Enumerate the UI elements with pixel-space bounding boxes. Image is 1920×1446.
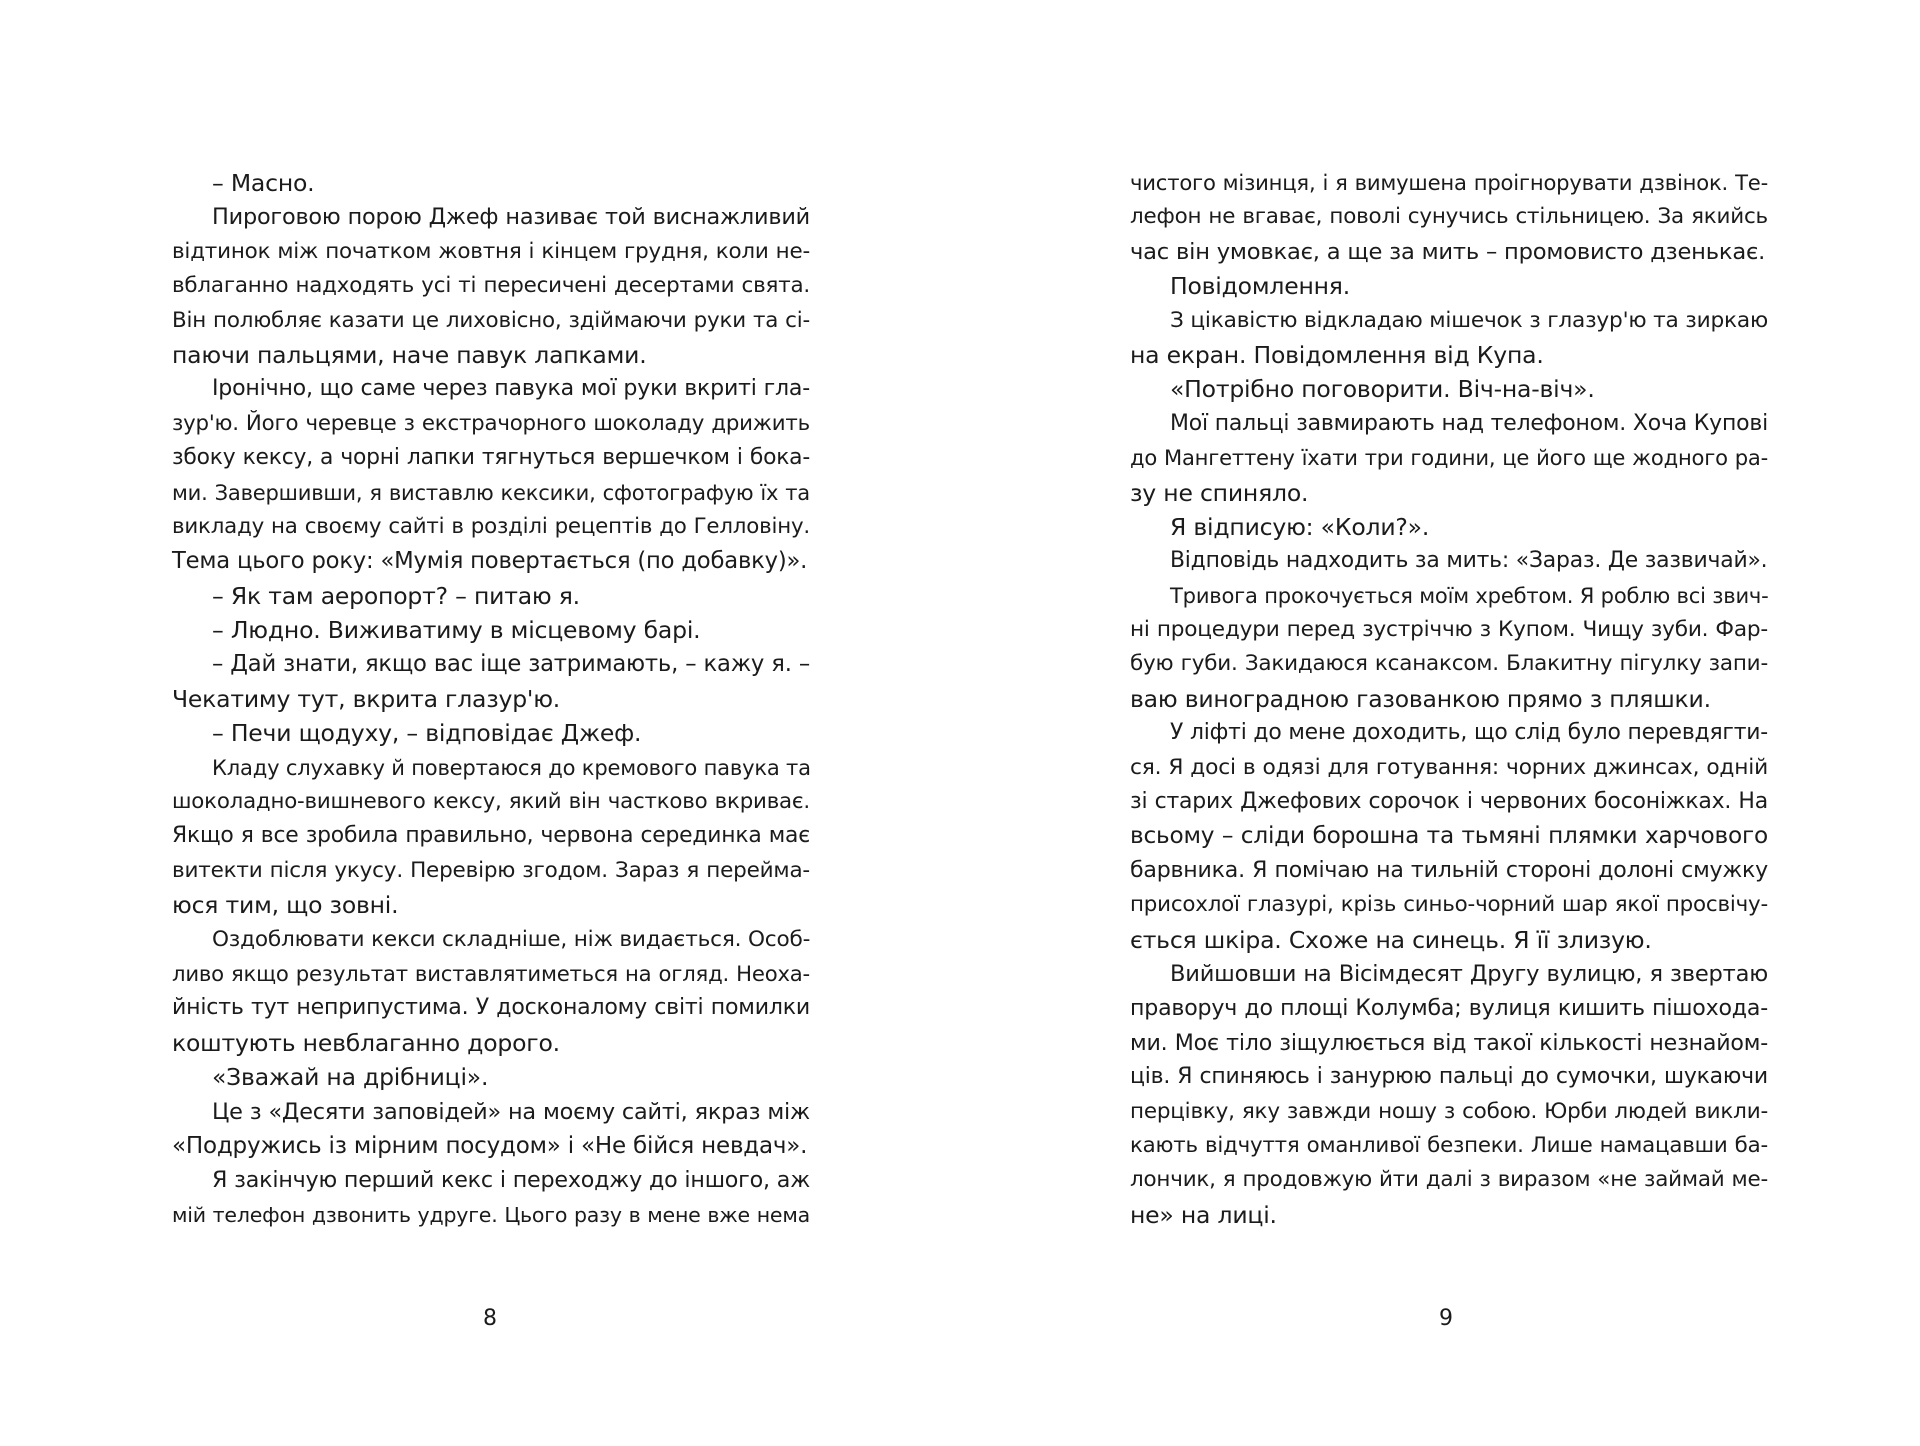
text-line: «Зважай на дрібниці». bbox=[212, 1063, 489, 1092]
text-line: – Дай знати, якщо вас іще затримають, – кажу я. – bbox=[212, 651, 810, 678]
text-line: Повідомлення. bbox=[1170, 272, 1350, 301]
text-line: відтинок між початком жовтня і кінцем грудня, коли не- bbox=[172, 238, 810, 264]
text-line: шоколадно-вишневого кексу, який він частково вкриває. bbox=[172, 789, 810, 815]
text-line: – Людно. Виживатиму в місцевому барі. bbox=[212, 616, 701, 645]
text-line: бую губи. Закидаюся ксанаксом. Блакитну пігулку запи- bbox=[1130, 651, 1768, 677]
text-line: зі старих Джефових сорочок і червоних босоніжках. На bbox=[1130, 789, 1768, 815]
text-line: зу не спиняло. bbox=[1130, 478, 1309, 507]
text-line: збоку кексу, а чорні лапки тягнуться вершечком і бока- bbox=[172, 445, 810, 471]
text-line: перцівку, яку завжди ношу з собою. Юрби людей викли- bbox=[1130, 1098, 1768, 1124]
text-line: ців. Я спиняюсь і занурюю пальці до сумочки, шукаючи bbox=[1130, 1064, 1768, 1090]
text-line: Мої пальці завмирають над телефоном. Хоча Купові bbox=[1170, 410, 1768, 436]
text-line: Я закінчую перший кекс і переходжу до іншого, аж bbox=[212, 1167, 810, 1194]
text-line: ється шкіра. Схоже на синець. Я її злизую. bbox=[1130, 925, 1652, 954]
text-line: час він умовкає, а ще за мить – промовисто дзенькає. bbox=[1130, 238, 1766, 265]
text-line: ми. Завершивши, я виставлю кексики, сфотографую їх та bbox=[172, 479, 810, 505]
text-line: «Подружись із мірним посудом» і «Не бійся невдач». bbox=[172, 1132, 808, 1159]
right-page-text bbox=[1130, 166, 1768, 1232]
right-page bbox=[960, 0, 1920, 1446]
text-line: зур'ю. Його черевце з екстрачорного шоколаду дрижить bbox=[172, 410, 810, 436]
text-line: У ліфті до мене доходить, що слід було перевдягти- bbox=[1170, 720, 1768, 746]
text-line: Тривога прокочується моїм хребтом. Я роблю всі звич- bbox=[1170, 582, 1769, 608]
text-line: паючи пальцями, наче павук лапками. bbox=[172, 340, 647, 369]
text-line: лончик, я продовжую йти далі з виразом «не займай ме- bbox=[1130, 1167, 1768, 1193]
text-line: Пироговою порою Джеф називає той виснажливий bbox=[212, 204, 810, 231]
text-line: йність тут неприпустима. У досконалому світі помилки bbox=[172, 995, 810, 1021]
text-line: витекти після укусу. Перевірю згодом. Зараз я перейма- bbox=[172, 857, 810, 883]
page-number: 9 bbox=[1439, 1306, 1453, 1331]
text-line: на екран. Повідомлення від Купа. bbox=[1130, 340, 1544, 369]
text-line: лефон не вгаває, поволі сунучись стільницею. За якийсь bbox=[1130, 204, 1768, 230]
text-line: ливо якщо результат виставлятиметься на огляд. Неоха- bbox=[172, 960, 810, 986]
text-line: кають відчуття оманливої безпеки. Лише намацавши ба- bbox=[1130, 1132, 1768, 1158]
left-page-text bbox=[172, 166, 810, 1232]
text-line: Кладу слухавку й повертаюся до кремового павука та bbox=[212, 754, 811, 780]
text-line: праворуч до площі Колумба; вулиця кишить пішохода- bbox=[1130, 995, 1768, 1022]
text-line: – Масно. bbox=[212, 169, 315, 197]
text-line: ваю виноградною газованкою прямо з пляшки. bbox=[1130, 684, 1711, 713]
text-line: «Потрібно поговорити. Віч-на-віч». bbox=[1170, 375, 1595, 404]
text-line: присохлої глазурі, крізь синьо-чорний шар якої просвічу- bbox=[1130, 892, 1768, 918]
text-line: Він полюбляє казати це лиховісно, здіймаючи руки та сі- bbox=[172, 307, 810, 333]
text-line: вблаганно надходять усі ті пересичені десертами свята. bbox=[172, 273, 810, 299]
text-line: Оздоблювати кекси складніше, ніж видається. Особ- bbox=[212, 926, 811, 952]
text-line: всьому – сліди борошна та тьмяні плямки харчового bbox=[1130, 822, 1768, 850]
text-line: коштують невблаганно дорого. bbox=[172, 1028, 560, 1057]
text-line: З цікавістю відкладаю мішечок з глазур'ю та зиркаю bbox=[1170, 307, 1768, 333]
text-line: барвника. Я помічаю на тильній стороні долоні смужку bbox=[1130, 857, 1768, 883]
text-line: Вийшовши на Вісімдесят Другу вулицю, я звертаю bbox=[1170, 960, 1768, 987]
text-line: Якщо я все зробила правильно, червона серединка має bbox=[172, 823, 810, 849]
text-line: не» на лиці. bbox=[1130, 1200, 1277, 1229]
text-line: чистого мізинця, і я вимушена проігнорувати дзвінок. Те- bbox=[1130, 170, 1768, 195]
text-line: – Печи щодуху, – відповідає Джеф. bbox=[212, 719, 642, 748]
text-line: Це з «Десяти заповідей» на моєму сайті, якраз між bbox=[212, 1098, 810, 1125]
text-line: мій телефон дзвонить удруге. Цього разу в мене вже нема bbox=[172, 1202, 810, 1227]
text-line: Тема цього року: «Мумія повертається (по добавку)». bbox=[172, 548, 808, 575]
text-line: юся тим, що зовні. bbox=[172, 891, 399, 920]
text-line: ся. Я досі в одязі для готування: чорних джинсах, одній bbox=[1130, 754, 1768, 780]
text-line: – Як там аеропорт? – питаю я. bbox=[212, 581, 580, 610]
text-line: ми. Моє тіло зіщулюється від такої кількості незнайом- bbox=[1130, 1029, 1768, 1056]
text-line: до Мангеттену їхати три години, це його ще жодного ра- bbox=[1130, 445, 1768, 471]
text-line: Я відписую: «Коли?». bbox=[1170, 512, 1430, 541]
text-line: викладу на своєму сайті в розділі рецептів до Гелловіну. bbox=[172, 513, 810, 539]
page-number: 8 bbox=[483, 1306, 497, 1331]
text-line: Відповідь надходить за мить: «Зараз. Де зазвичай». bbox=[1170, 548, 1768, 574]
text-line: ні процедури перед зустріччю з Купом. Чищу зуби. Фар- bbox=[1130, 617, 1768, 643]
text-line: Іронічно, що саме через павука мої руки вкриті гла- bbox=[212, 376, 810, 402]
text-line: Чекатиму тут, вкрита глазур'ю. bbox=[172, 684, 561, 713]
